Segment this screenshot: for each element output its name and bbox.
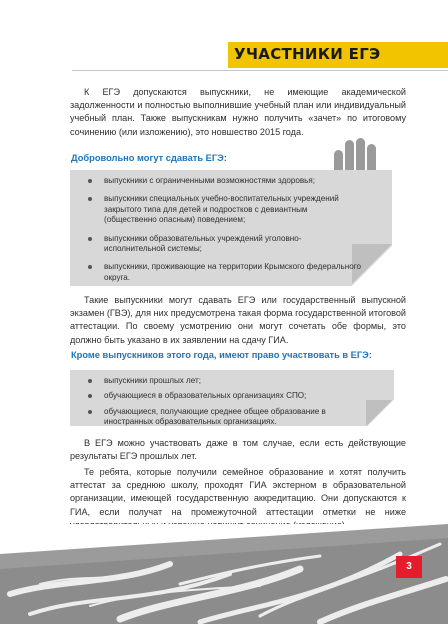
brush-texture-decoration [0, 524, 448, 624]
section1-list [84, 176, 362, 291]
paragraph-past-results: В ЕГЭ можно участвовать даже в том случае, если есть действующие результаты ЕГЭ прошлых лет. [70, 438, 406, 462]
section2-list [84, 376, 374, 433]
list-item: выпускники образовательных учреждений уголовно-исполнительной системы; [84, 234, 362, 255]
intro-paragraph: К ЕГЭ допускаются выпускники, не имеющие академической задолженности и полностью выполнившие учебный план или индивидуальный учебный план. Также выпускникам нужно получить «зачет» по итоговому сочинению (или изложению), это новшество 2015 года. [70, 87, 406, 137]
section1-heading: Добровольно могут сдавать ЕГЭ: [71, 153, 227, 163]
list-item: выпускники, проживающие на территории Крымского федерального округа. [84, 262, 362, 283]
paragraph-family-education: Те ребята, которые получили семейное образование и хотят получить аттестат за среднюю школу, проходят ГИА экстерном в образовательной организации, имеющей государственную аккредитацию. Они допускаются к ГИА, если получат на промежуточной аттестации отметки не ниже [70, 467, 406, 517]
section2-heading: Кроме выпускников этого года, имеют право участвовать в ЕГЭ: [71, 350, 372, 360]
page-title: УЧАСТНИКИ ЕГЭ [234, 45, 381, 63]
page-number-badge: 3 [396, 556, 422, 578]
list-item: выпускники специальных учебно-воспитательных учреждений закрытого типа для детей и подростков с девиантным (общественно опасным) поведением; [84, 194, 362, 225]
list-item: обучающиеся, получающие среднее общее образование в иностранных образовательных организациях. [84, 407, 374, 428]
list-item: выпускники прошлых лет; [84, 376, 374, 386]
header-divider [72, 70, 448, 71]
list-item: обучающиеся в образовательных организациях СПО; [84, 391, 374, 401]
paragraph-gve: Такие выпускники могут сдавать ЕГЭ или государственный выпускной экзамен (ГВЭ), для них предусмотрена такая форма государственной итоговой аттестации. По своему усмотрению они могут сочетать обе формы, это должно быть указано в их заявлении на сдачу ГИА. [70, 295, 406, 345]
list-item: выпускники с ограниченными возможностями здоровья; [84, 176, 362, 186]
